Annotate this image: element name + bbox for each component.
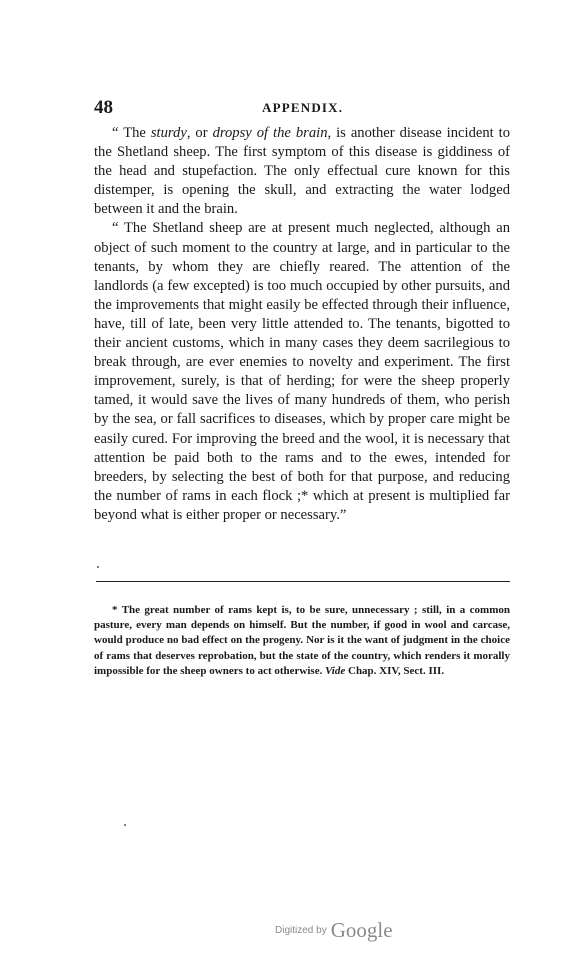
page-number: 48 [94, 97, 113, 118]
running-head: APPENDIX. [262, 100, 344, 115]
paragraph-neglect: “ The Shetland sheep are at present much neglected, although an object of such moment to the country at large, and in particular to the tenants, by whom they are chiefly reared. The attention of the landlords (a few excepted) is too much occupied by other pursuits, and the improvements that might easily be effected through their influence, have, till of late, been very little attended to. The tenants, bigotted to their ancient customs, which in many cases they deem sacrilegious to break through, are ever enemies to novelty and experiment. The first improvement, surely, is that of herding; for were the sheep properly tamed, it would save the lives of many hundreds of them, who perish by the sea, or fall sacrifices to diseases, which by proper care might be easily cured. For improving the breed and the wool, it is necessary that attention be paid both to the rams and to the ewes, intended for breeders, by selecting the best of both for that purpose, and reducing the number of rams in each flock ;* which at present is multiplied far beyond what is either proper or necessary.” [94, 220, 510, 523]
paragraph-open: “ The [112, 125, 151, 141]
paragraph-sturdy [94, 124, 510, 219]
footnote-ref: Chap. XIV, Sect. III. [345, 664, 445, 677]
footnote-ref-italic: Vide [325, 664, 346, 677]
attribution-prefix: Digitized by [275, 925, 327, 936]
term-sturdy: sturdy [150, 125, 187, 141]
footnote [94, 603, 510, 679]
paragraph-mid: , or [186, 125, 213, 141]
footnote-rule [96, 581, 510, 582]
paragraph-rest: , is another disease incident to the Shetland sheep. The first symptom of this disease is giddiness of the head and stupefaction. The only effectual cure known for this distemper, is opening the skull, and extracting the water lodged between it and the brain. [94, 125, 511, 218]
print-speck [97, 566, 99, 568]
footnote-text: * The great number of rams kept is, to be sure, unnecessary ; still, in a common pasture, every man depends on himself. But the number, if good in wool and carcase, would produce no bad effect on the progeny. Nor is it the want of judgment in the choice of rams that deserves reprobation, but the state of the country, which renders it morally impossible for the sheep owners to act otherwise. [94, 604, 510, 677]
body-text [94, 124, 510, 525]
print-speck [124, 824, 126, 826]
google-logo: Google [330, 918, 393, 942]
digitization-attribution [275, 918, 393, 944]
term-dropsy: dropsy of the brain [212, 125, 328, 141]
page-header [94, 97, 514, 119]
